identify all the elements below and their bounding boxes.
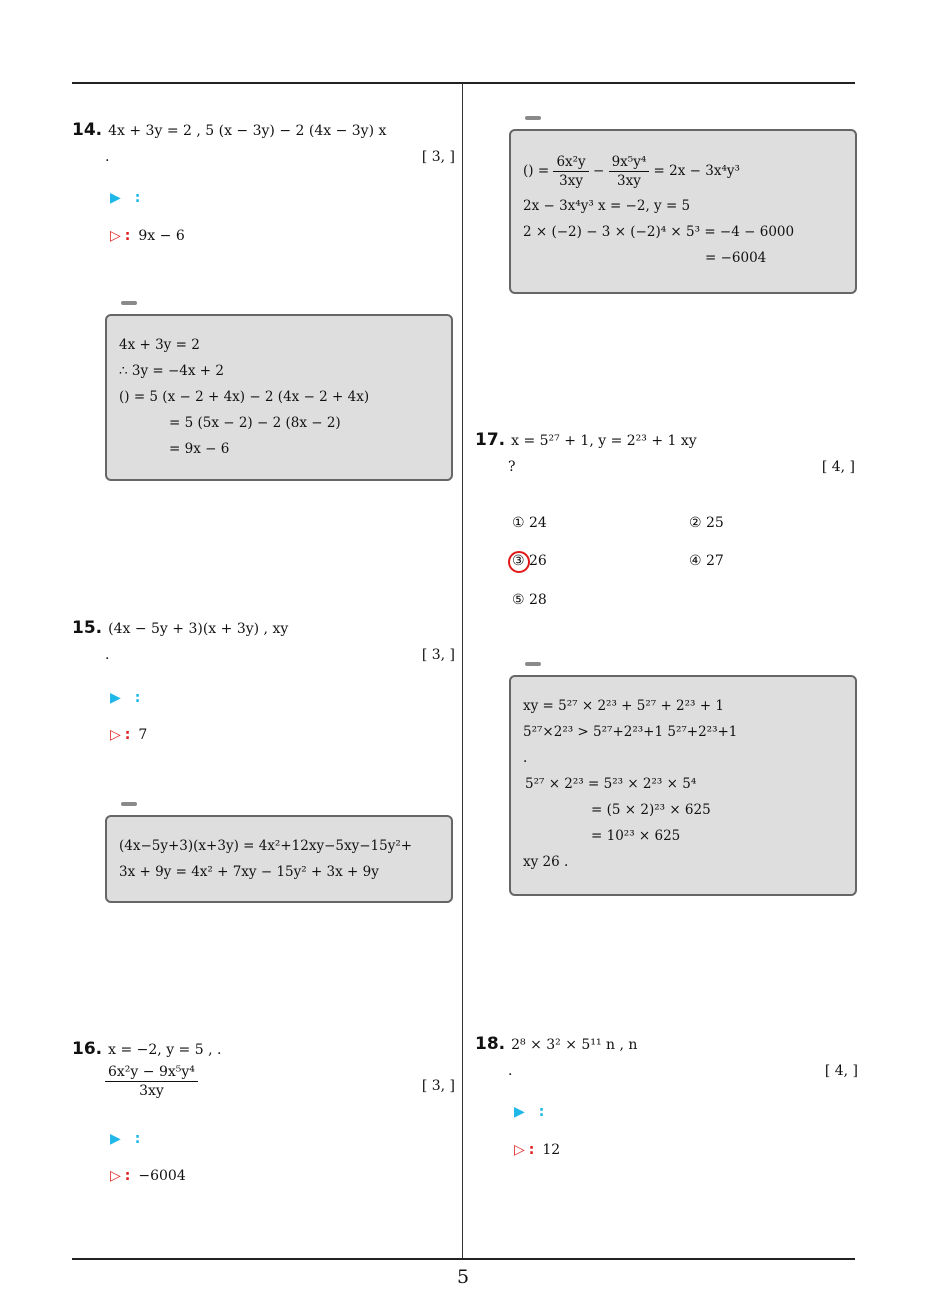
solution-line: xy 26 . (523, 854, 569, 870)
problem-14 (72, 117, 455, 170)
choice-5[interactable]: ⑤ 28 (512, 592, 547, 608)
solution-box-15 (105, 815, 453, 903)
correct-answer-16 (110, 1168, 186, 1184)
choice-1[interactable]: ① 24 (512, 515, 547, 531)
solution-line: 2 × (−2) − 3 × (−2)⁴ × 5³ = −4 − 6000 (523, 224, 795, 240)
filled-triangle-icon: ▶ (110, 190, 121, 206)
expression-fraction (105, 1063, 198, 1100)
problem-number: 15. (72, 618, 103, 638)
problem-text: (4x − 5y + 3)(x + 3y) , xy (108, 621, 289, 637)
solution-box-14 (105, 314, 453, 481)
solution-line (523, 149, 794, 193)
score-label: [ 4, ] (824, 1063, 858, 1079)
score-label: [ 3, ] (421, 149, 455, 165)
fraction-denominator: 3xy (139, 1083, 164, 1099)
fraction-numerator: 9x⁵y⁴ (609, 153, 650, 172)
solution-line: ∴ 3y = −4x + 2 (119, 363, 224, 379)
problem-number: 14. (72, 120, 103, 140)
solution-rest: = 2x − 3x⁴y³ (653, 163, 740, 179)
correct-answer-14 (110, 228, 185, 244)
problem-text: . (105, 149, 110, 165)
bottom-rule (72, 1258, 855, 1260)
top-rule (72, 82, 855, 84)
answer-label: : (538, 1104, 545, 1120)
correct-label: : (124, 228, 131, 244)
solution-fraction (609, 153, 650, 190)
problem-text: ? (508, 459, 516, 475)
solution-line: = −6004 (705, 250, 767, 266)
problem-text: 2⁸ × 3² × 5¹¹ n , n (511, 1037, 638, 1053)
solution-line: xy = 5²⁷ × 2²³ + 5²⁷ + 2²³ + 1 (523, 698, 724, 714)
solution-line: (4x−5y+3)(x+3y) = 4x²+12xy−5xy−15y²+ (119, 838, 413, 854)
filled-triangle-icon: ▶ (514, 1104, 525, 1120)
solution-tag (525, 116, 541, 120)
solution-box-16 (509, 129, 857, 294)
solution-tag (525, 662, 541, 666)
problem-number: 17. (475, 430, 506, 450)
problem-15 (72, 615, 455, 668)
solution-line: () = 5 (x − 2 + 4x) − 2 (4x − 2 + 4x) (119, 389, 370, 405)
answer-label: : (134, 1131, 141, 1147)
fraction-numerator: 6x²y (553, 153, 588, 172)
solution-tag (121, 802, 137, 806)
outline-triangle-icon: ▷ (110, 1168, 121, 1184)
outline-triangle-icon: ▷ (110, 727, 121, 743)
problem-number: 18. (475, 1034, 506, 1054)
solution-line: = 10²³ × 625 (591, 828, 681, 844)
outline-triangle-icon: ▷ (110, 228, 121, 244)
outline-triangle-icon: ▷ (514, 1142, 525, 1158)
correct-value: 12 (542, 1142, 561, 1158)
solution-line: 5²⁷ × 2²³ = 5²³ × 2²³ × 5⁴ (525, 776, 697, 792)
problem-16 (72, 1036, 455, 1107)
minus-sign: − (592, 163, 605, 179)
answer-row-14[interactable] (110, 190, 140, 206)
answer-row-15[interactable] (110, 690, 140, 706)
score-label: [ 3, ] (421, 647, 455, 663)
solution-tag (121, 301, 137, 305)
score-label: [ 4, ] (821, 459, 855, 475)
correct-label: : (528, 1142, 535, 1158)
fraction-numerator: 6x²y − 9x⁵y⁴ (105, 1063, 198, 1082)
choice-3[interactable]: ③ 26 (512, 553, 547, 569)
correct-value: 7 (138, 727, 148, 743)
correct-value: −6004 (138, 1168, 186, 1184)
answer-label: : (134, 190, 141, 206)
column-divider (462, 83, 463, 1258)
answer-row-18[interactable] (514, 1104, 544, 1120)
problem-18 (475, 1031, 858, 1084)
answer-row-16[interactable] (110, 1131, 140, 1147)
choice-2[interactable]: ② 25 (689, 515, 724, 531)
solution-line: 3x + 9y = 4x² + 7xy − 15y² + 3x + 9y (119, 864, 379, 880)
problem-text: x = 5²⁷ + 1, y = 2²³ + 1 xy (511, 433, 697, 449)
problem-text: 4x + 3y = 2 , 5 (x − 3y) − 2 (4x − 3y) x (108, 123, 387, 139)
correct-answer-15 (110, 727, 147, 743)
correct-label: : (124, 1168, 131, 1184)
solution-fraction (553, 153, 588, 190)
solution-line: = 9x − 6 (169, 441, 230, 457)
correct-label: : (124, 727, 131, 743)
solution-line: = (5 × 2)²³ × 625 (591, 802, 711, 818)
correct-value: 9x − 6 (138, 228, 185, 244)
filled-triangle-icon: ▶ (110, 1131, 121, 1147)
problem-text: . (508, 1063, 513, 1079)
solution-box-17 (509, 675, 857, 896)
fraction-denominator: 3xy (617, 173, 641, 189)
red-circle-mark (508, 551, 530, 573)
solution-prefix: () = (523, 163, 550, 179)
fraction-denominator: 3xy (559, 173, 583, 189)
problem-text: . (105, 647, 110, 663)
page-number: 5 (456, 1266, 470, 1288)
problem-text: x = −2, y = 5 , . (108, 1042, 222, 1058)
score-label: [ 3, ] (421, 1078, 455, 1094)
solution-line: 5²⁷×2²³ > 5²⁷+2²³+1 5²⁷+2²³+1 (523, 724, 738, 740)
choice-4[interactable]: ④ 27 (689, 553, 724, 569)
problem-number: 16. (72, 1039, 103, 1059)
solution-line: 2x − 3x⁴y³ x = −2, y = 5 (523, 198, 691, 214)
solution-line: 4x + 3y = 2 (119, 337, 200, 353)
filled-triangle-icon: ▶ (110, 690, 121, 706)
problem-17 (475, 427, 855, 480)
answer-label: : (134, 690, 141, 706)
solution-line: = 5 (5x − 2) − 2 (8x − 2) (169, 415, 341, 431)
correct-answer-18 (514, 1142, 560, 1158)
solution-line: . (523, 750, 528, 766)
